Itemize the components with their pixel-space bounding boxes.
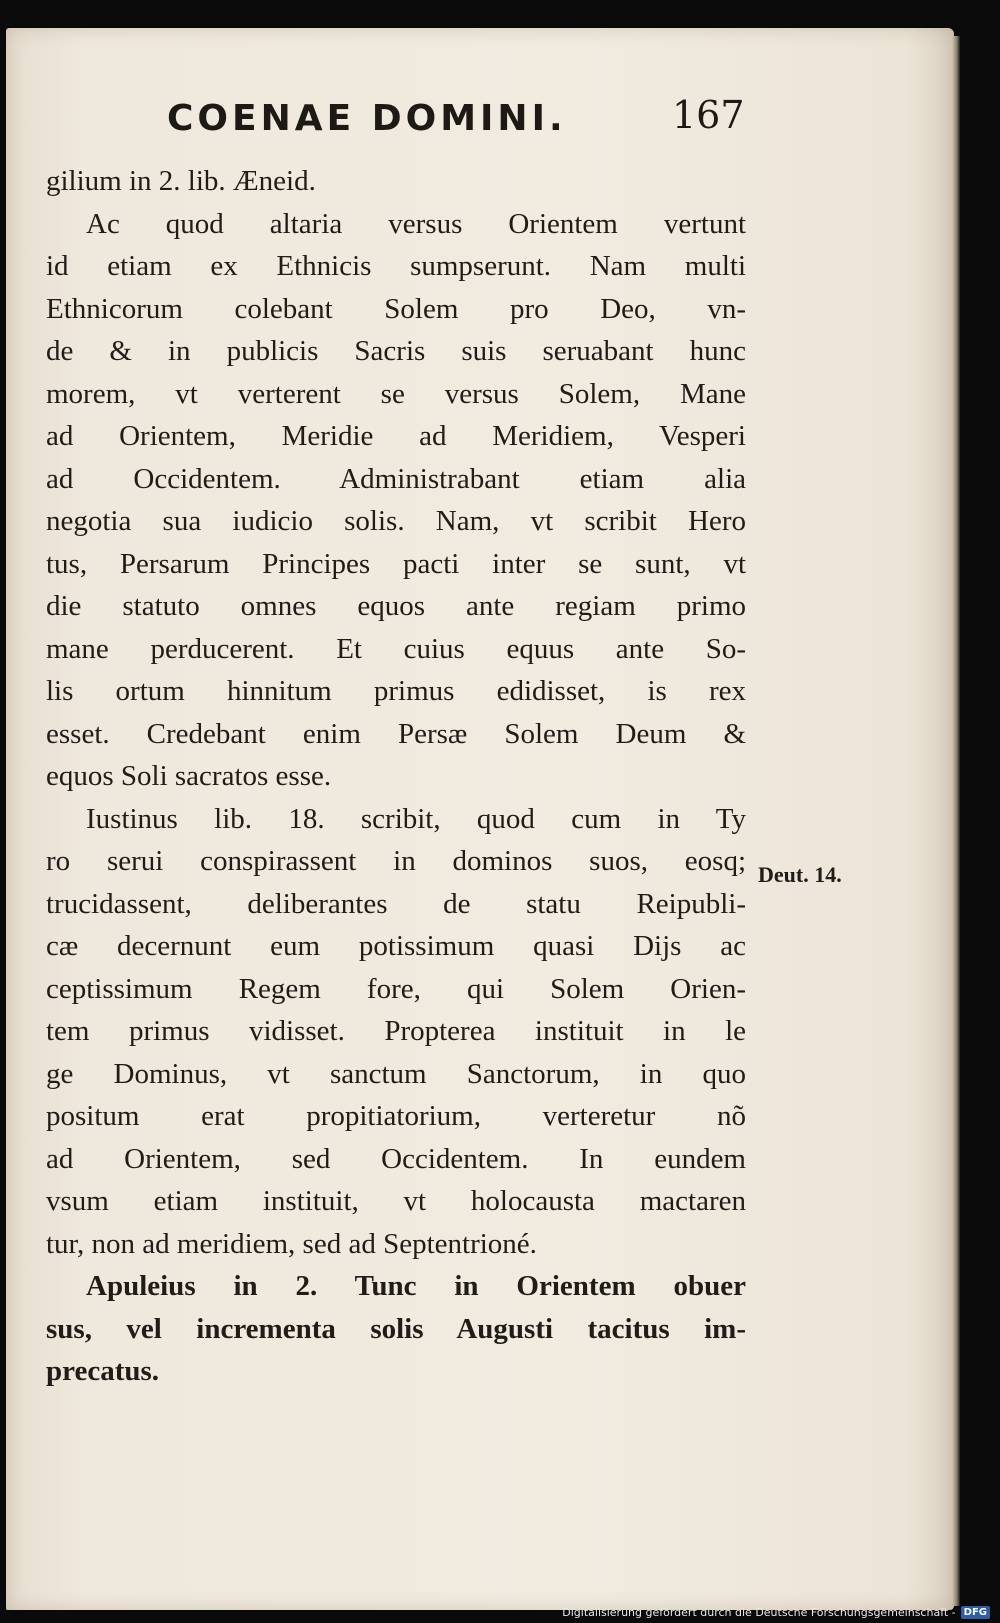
text-line: ge Dominus, vt sanctum Sanctorum, in quo <box>46 1057 746 1090</box>
text-line: positum erat propitiatorium, verteretur nõ <box>46 1100 746 1132</box>
text-line: negotia sua iudicio solis. Nam, vt scribit Hero <box>46 505 746 537</box>
text-line: precatus. <box>46 1355 160 1387</box>
text-line: esset. Credebant enim Persæ Solem Deum & <box>46 717 746 750</box>
text-line: Ac quod altaria versus Orientem vertunt <box>86 207 746 240</box>
text-line: equos Soli sacratos esse. <box>46 760 332 792</box>
margin-note: Deut. 14. <box>758 862 842 887</box>
page-edge <box>952 36 960 1606</box>
text-line: id etiam ex Ethnicis sumpserunt. Nam multi <box>46 250 746 282</box>
text-line: Iustinus lib. 18. scribit, quod cum in Ty <box>86 802 746 835</box>
text-line: ad Orientem, sed Occidentem. In eundem <box>46 1142 746 1175</box>
text-line: Apuleius in 2. Tunc in Orientem obuer <box>86 1270 746 1302</box>
text-line: gilium in 2. lib. Æneid. <box>46 165 316 197</box>
text-line: trucidassent, deliberantes de statu Reipubli- <box>46 887 746 920</box>
running-title: COENAE DOMINI. <box>167 98 567 139</box>
text-line: ad Occidentem. Administrabant etiam alia <box>46 462 746 495</box>
text-line: mane perducerent. Et cuius equus ante So- <box>46 632 746 665</box>
page-number: 167 <box>672 93 745 137</box>
text-line: ro serui conspirassent in dominos suos, eosq; <box>46 845 746 877</box>
text-line: ceptissimum Regem fore, qui Solem Orien- <box>46 972 746 1005</box>
text-line: sus, vel incrementa solis Augusti tacitus im- <box>46 1312 746 1345</box>
footer <box>562 1606 990 1619</box>
footer-credit: Digitalisierung gefördert durch die Deutsche Forschungsgemeinschaft - <box>562 1606 956 1619</box>
text-line: Ethnicorum colebant Solem pro Deo, vn- <box>46 292 746 325</box>
dfg-logo: DFG <box>961 1606 990 1619</box>
text-line: tem primus vidisset. Propterea instituit in le <box>46 1015 746 1047</box>
text-line: ad Orientem, Meridie ad Meridiem, Vesperi <box>46 420 746 452</box>
text-line: tus, Persarum Principes pacti inter se sunt, vt <box>46 547 746 580</box>
text-line: cæ decernunt eum potissimum quasi Dijs ac <box>46 930 746 962</box>
text-line: lis ortum hinnitum primus edidisset, is rex <box>46 675 746 707</box>
text-line: vsum etiam instituit, vt holocausta mactaren <box>46 1185 746 1217</box>
text-line: die statuto omnes equos ante regiam primo <box>46 590 746 622</box>
text-line: tur, non ad meridiem, sed ad Septentrioné. <box>46 1227 537 1260</box>
text-line: de & in publicis Sacris suis seruabant hunc <box>46 335 746 367</box>
body-text <box>46 160 746 1393</box>
text-line: morem, vt verterent se versus Solem, Mane <box>46 377 746 410</box>
